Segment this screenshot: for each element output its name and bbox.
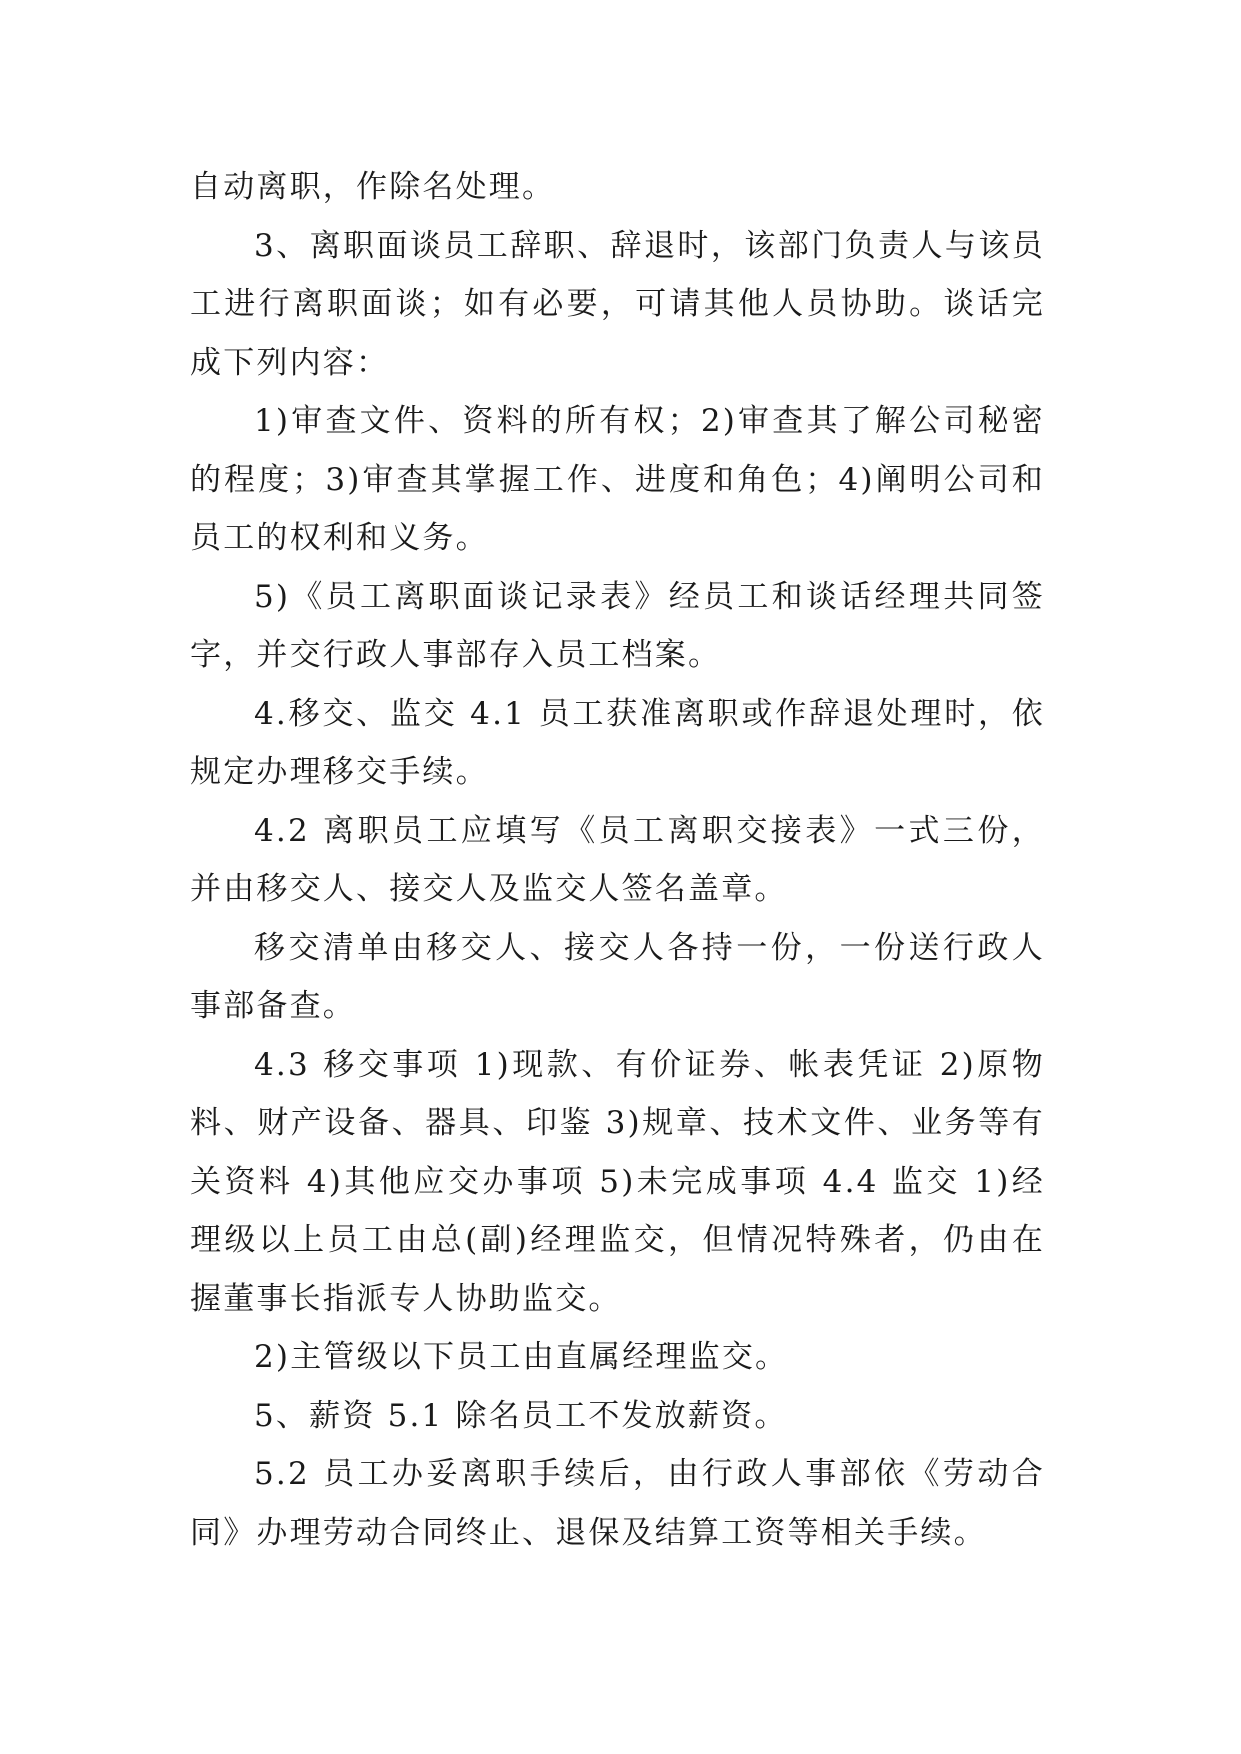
paragraph: 5.2 员工办妥离职手续后，由行政人事部依《劳动合同》办理劳动合同终止、退保及结算工资等相关手续。 [190, 1456, 1045, 1551]
paragraph: 1)审查文件、资料的所有权；2)审查其了解公司秘密的程度；3)审查其掌握工作、进度和角色；4)阐明公司和员工的权利和义务。 [190, 403, 1045, 556]
paragraph: 移交清单由移交人、接交人各持一份，一份送行政人事部备查。 [190, 929, 1045, 1024]
paragraph: 3、离职面谈员工辞职、辞退时，该部门负责人与该员工进行离职面谈；如有必要，可请其他人员协助。谈话完成下列内容： [190, 227, 1045, 381]
document-body [190, 158, 1045, 1562]
paragraph: 5)《员工离职面谈记录表》经员工和谈话经理共同签字，并交行政人事部存入员工档案。 [190, 578, 1045, 673]
paragraph: 5、薪资 5.1 除名员工不发放薪资。 [254, 1397, 788, 1434]
paragraph: 4.3 移交事项 1)现款、有价证券、帐表凭证 2)原物料、财产设备、器具、印鉴 3)规章、技术文件、业务等有关资料 4)其他应交办事项 5)未完成事项 4.4 监交 1)经理级以上员工由总(副)经理监交，但情况特殊者，仍由在握董事长指派专人协助监交。 [190, 1046, 1045, 1317]
paragraph: 2)主管级以下员工由直属经理监交。 [254, 1339, 789, 1375]
paragraph: 4.2 离职员工应填写《员工离职交接表》一式三份，并由移交人、接交人及监交人签名盖章。 [190, 812, 1045, 907]
paragraph: 自动离职，作除名处理。 [190, 169, 556, 205]
paragraph: 4.移交、监交 4.1 员工获准离职或作辞退处理时，依规定办理移交手续。 [190, 695, 1045, 790]
